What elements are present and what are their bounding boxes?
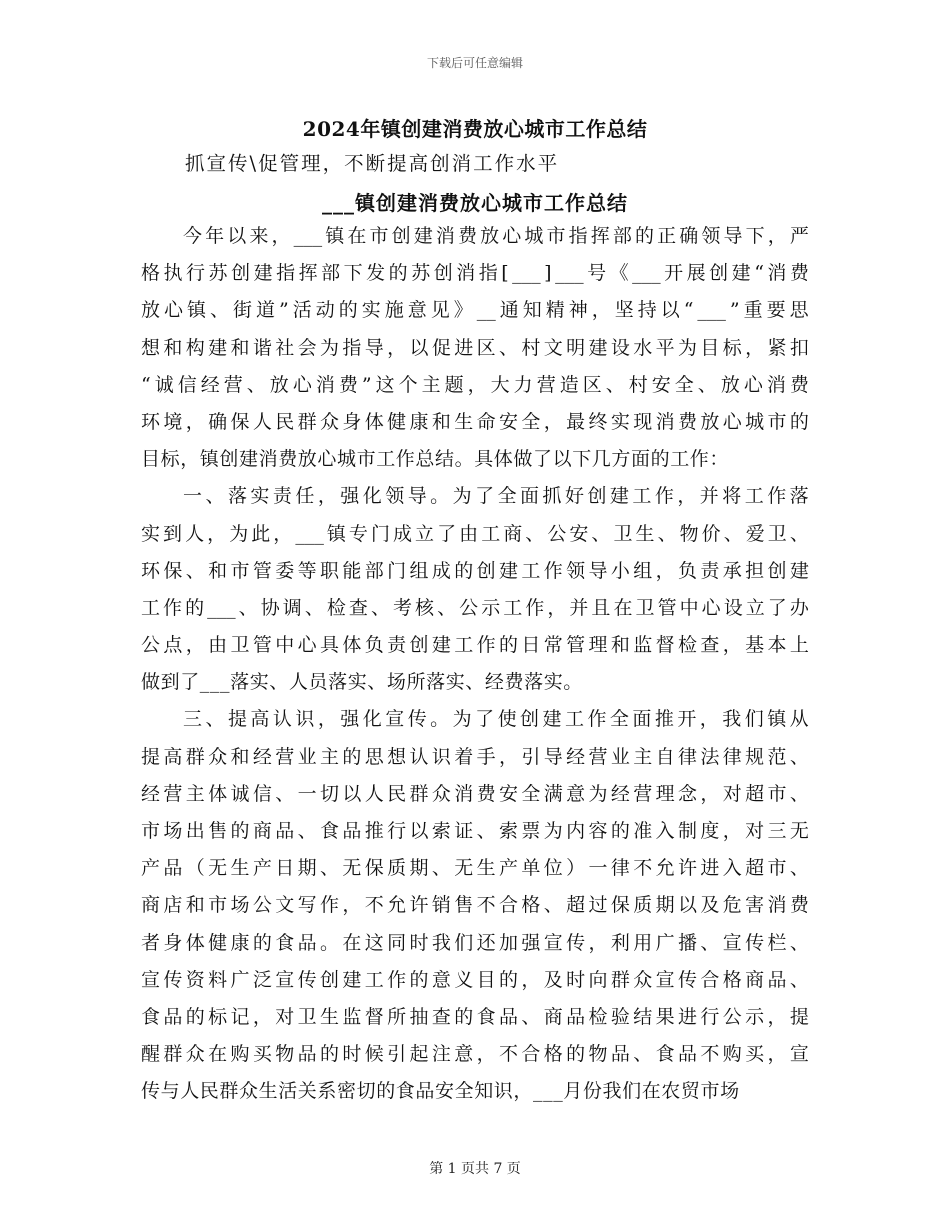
text-line: 产 品 （ 无 生 产 日 期 、 无 保 质 期 、 无 生 产 单 位 ） 一 律 不 允 许 进 入 超 市 、: [141, 857, 809, 880]
text-line: 者 身 体 健 康 的 食 品 。 在 这 同 时 我 们 还 加 强 宣 传 ， 利 用 广 播 、 宣 传 栏 、: [141, 931, 809, 954]
text-line: 市 场 出 售 的 商 品 、 食 品 推 行 以 索 证 、 索 票 为 内 容 的 准 入 制 度 ， 对 三 无: [141, 820, 809, 842]
text-line: 三 、 提 高 认 识 ， 强 化 宣 传 。 为 了 使 创 建 工 作 全 面 推 开 ， 我 们 镇 从: [183, 708, 809, 731]
text-line: 想 和 构 建 和 谐 社 会 为 指 导 ， 以 促 进 区 、 村 文 明 建 设 水 平 为 目 标 ， 紧 扣: [141, 336, 809, 359]
text-line: 提 高 群 众 和 经 营 业 主 的 思 想 认 识 着 手 ， 引 导 经 营 业 主 自 律 法 律 规 范 、: [141, 745, 809, 768]
text-line: 实 到 人 ， 为 此 ， ___ 镇 专 门 成 立 了 由 工 商 、 公 安 、 卫 生 、 物 价 、 爱 卫 、: [141, 522, 809, 545]
section-title: ___镇创建消费放心城市工作总结: [322, 191, 628, 215]
header-note: 下载后可任意编辑: [426, 56, 523, 70]
body-text: [141, 218, 809, 1111]
paragraph: [141, 478, 809, 701]
text-line: 放 心 镇 、 街 道 ” 活 动 的 实 施 意 见 》 __ 通 知 精 神 ， 坚 持 以 “ ___ ” 重 要 思: [141, 299, 809, 322]
page-footer: 第 1 页共 7 页: [429, 1161, 521, 1177]
text-line: 环 保 、 和 市 管 委 等 职 能 部 门 组 成 的 创 建 工 作 领 导 小 组 ， 负 责 承 担 创 建: [141, 559, 809, 582]
text-line: 目标，镇创建消费放心城市工作总结。具体做了以下几方面的工作：: [141, 448, 730, 471]
text-line: 商 店 和 市 场 公 文 写 作 ， 不 允 许 销 售 不 合 格 、 超 过 保 质 期 以 及 危 害 消 费: [141, 894, 809, 917]
text-line: 经 营 主 体 诚 信 、 一 切 以 人 民 群 众 消 费 安 全 满 意 为 经 营 理 念 ， 对 超 市 、: [141, 782, 809, 805]
paragraph: [141, 218, 809, 478]
text-line: 环 境 ， 确 保 人 民 群 众 身 体 健 康 和 生 命 安 全 ， 最 终 实 现 消 费 放 心 城 市 的: [141, 410, 809, 433]
text-line: 今 年 以 来 ， ___ 镇 在 市 创 建 消 费 放 心 城 市 指 挥 部 的 正 确 领 导 下 ， 严: [183, 225, 809, 247]
text-line: 一 、 落 实 责 任 ， 强 化 领 导 。 为 了 全 面 抓 好 创 建 工 作 ， 并 将 工 作 落: [183, 485, 809, 508]
text-line: 宣 传 资 料 广 泛 宣 传 创 建 工 作 的 意 义 目 的 ， 及 时 向 群 众 宣 传 合 格 商 品 、: [141, 968, 809, 991]
paragraph: [141, 701, 809, 1110]
text-line: 醒 群 众 在 购 买 物 品 的 时 候 引 起 注 意 ， 不 合 格 的 物 品 、 食 品 不 购 买 ， 宣: [141, 1043, 809, 1066]
document-subtitle: 抓宣传\促管理，不断提高创消工作水平: [185, 152, 560, 175]
text-line: 格 执 行 苏 创 建 指 挥 部 下 发 的 苏 创 消 指 [ ___ ] ___ 号 《 ___ 开 展 创 建 “ 消 费: [141, 262, 809, 285]
document-title: 2024年镇创建消费放心城市工作总结: [302, 117, 648, 141]
text-line: 传与人民群众生活关系密切的食品安全知识，___月份我们在农贸市场: [141, 1080, 740, 1103]
text-line: 公 点 ， 由 卫 管 中 心 具 体 负 责 创 建 工 作 的 日 常 管 理 和 监 督 检 查 ， 基 本 上: [141, 634, 809, 657]
text-line: 工 作 的 ___ 、 协 调 、 检 查 、 考 核 、 公 示 工 作 ， 并 且 在 卫 管 中 心 设 立 了 办: [141, 596, 809, 619]
text-line: 食 品 的 标 记 ， 对 卫 生 监 督 所 抽 查 的 食 品 、 商 品 检 验 结 果 进 行 公 示 ， 提: [141, 1005, 809, 1028]
text-line: “ 诚 信 经 营 、 放 心 消 费 ” 这 个 主 题 ， 大 力 营 造 区 、 村 安 全 、 放 心 消 费: [141, 373, 809, 396]
text-line: 做到了___落实、人员落实、场所落实、经费落实。: [141, 671, 583, 694]
